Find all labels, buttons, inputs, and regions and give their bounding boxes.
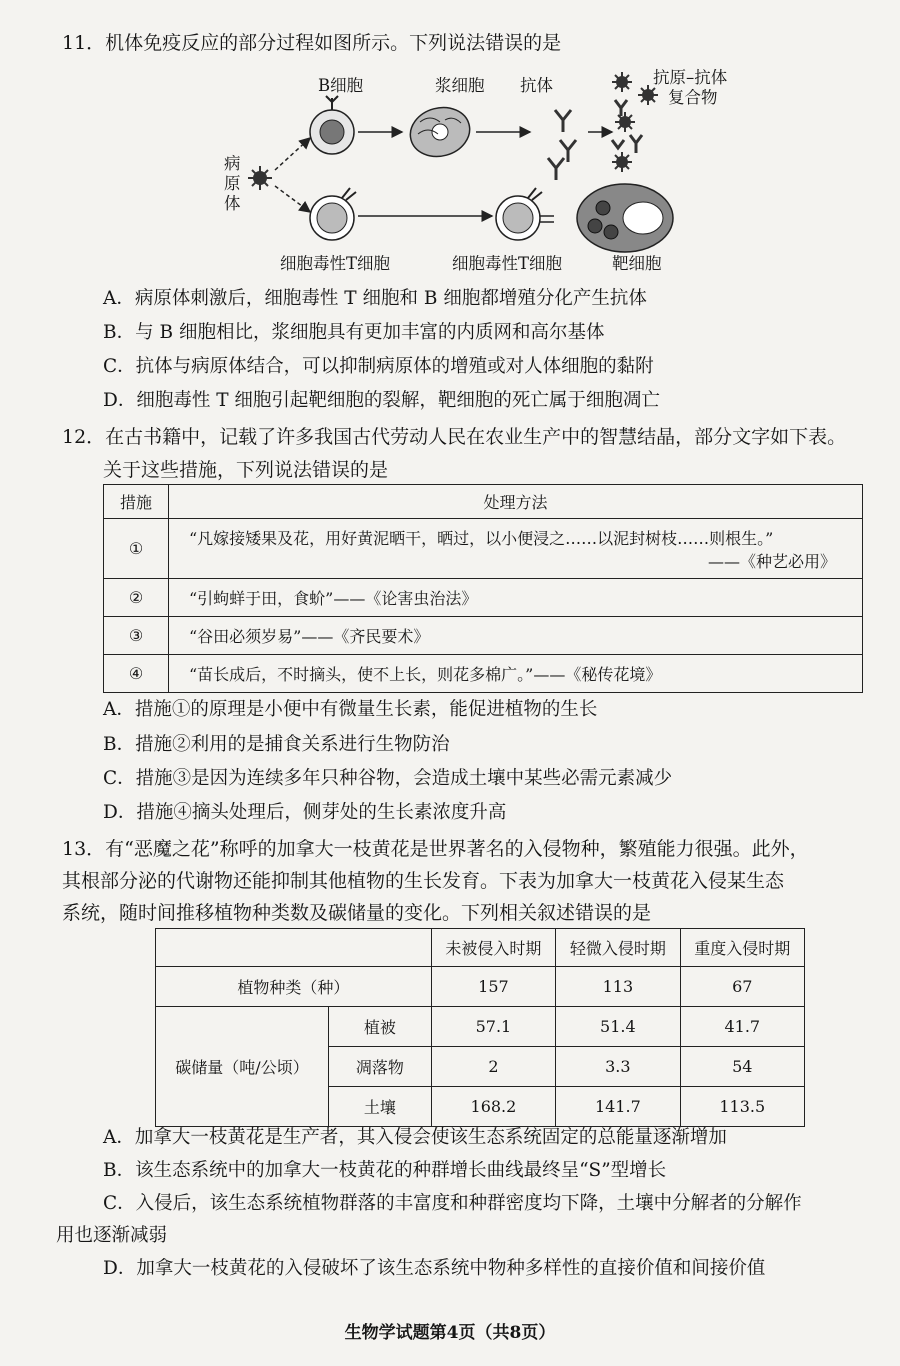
antibody-label: 抗体	[520, 76, 553, 95]
q13-stem-line2: 其根部分泌的代谢物还能抑制其他植物的生长发育。下表为加拿大一枝黄花入侵某生态	[62, 870, 785, 892]
q13-option-b: B．该生态系统中的加拿大一枝黄花的种群增长曲线最终呈“S”型增长	[103, 1160, 667, 1181]
row-text: “凡嫁接矮果及花，用好黄泥晒干，晒过，以小便浸之……以泥封树枝……则根生。”	[189, 528, 774, 548]
q13-stem-line1: 13．有“恶魔之花”称呼的加拿大一枝黄花是世界著名的入侵物种，繁殖能力很强。此外，	[62, 838, 809, 860]
q13-option-a: A．加拿大一枝黄花是生产者，其入侵会使该生态系统固定的总能量逐渐增加	[103, 1127, 727, 1148]
q12-option-a: A．措施①的原理是小便中有微量生长素，能促进植物的生长	[103, 699, 598, 720]
table-cell-text: “苗长成后，不时摘头，使不上长，则花多棉广。”——《秘传花境》	[169, 655, 863, 693]
table-sub-label: 植被	[329, 1007, 432, 1047]
table-row	[104, 519, 863, 579]
table-row-label: 植物种类（种）	[156, 967, 432, 1007]
antigen-antibody-complex-icon	[612, 72, 658, 172]
table-header-cell: 重度入侵时期	[680, 929, 804, 967]
ctl-label-1: 细胞毒性T细胞	[280, 254, 391, 273]
plasma-cell-icon	[405, 101, 475, 163]
q13-option-d: D．加拿大一枝黄花的入侵破坏了该生态系统中物种多样性的直接价值和间接价值	[103, 1258, 766, 1279]
table-row-label: 碳储量（吨/公顷）	[156, 1007, 329, 1127]
table-header-row	[104, 485, 863, 519]
table-row	[104, 579, 863, 617]
table-cell-id: ③	[104, 617, 169, 655]
q11-stem: 11．机体免疫反应的部分过程如图所示。下列说法错误的是	[62, 32, 562, 54]
table-cell: 3.3	[556, 1047, 680, 1087]
table-cell: 113	[556, 967, 680, 1007]
table-cell: 113.5	[680, 1087, 804, 1127]
q13-option-c: C．入侵后，该生态系统植物群落的丰富度和种群密度均下降，土壤中分解者的分解作	[103, 1193, 802, 1214]
target-cell-label: 靶细胞	[612, 254, 662, 273]
q12-table	[103, 484, 863, 693]
table-header-cell: 轻微入侵时期	[556, 929, 680, 967]
antibody-icon	[548, 110, 576, 180]
table-cell: 54	[680, 1047, 804, 1087]
q12-stem-line1: 12．在古书籍中，记载了许多我国古代劳动人民在农业生产中的智慧结晶，部分文字如下表。	[62, 426, 847, 448]
table-header-row	[156, 929, 805, 967]
table-cell: 67	[680, 967, 804, 1007]
table-sub-label: 凋落物	[329, 1047, 432, 1087]
table-row	[156, 1007, 805, 1047]
plasma-cell-label: 浆细胞	[435, 76, 485, 95]
table-cell-id: ①	[104, 519, 169, 579]
table-cell: 141.7	[556, 1087, 680, 1127]
complex-label-line1: 抗原–抗体	[653, 68, 728, 87]
pathogen-label-char: 原	[224, 174, 241, 193]
table-cell: 168.2	[431, 1087, 555, 1127]
table-cell: 157	[431, 967, 555, 1007]
target-cell-icon	[577, 184, 673, 252]
table-row	[104, 617, 863, 655]
b-cell-icon	[310, 96, 354, 154]
table-corner-cell	[156, 929, 432, 967]
cytotoxic-t-cell-icon	[496, 188, 554, 240]
ctl-label-2: 细胞毒性T细胞	[452, 254, 563, 273]
q12-option-c: C．措施③是因为连续多年只种谷物，会造成土壤中某些必需元素减少	[103, 768, 673, 789]
table-row	[156, 967, 805, 1007]
b-cell-label: B细胞	[318, 76, 364, 95]
table-cell-id: ②	[104, 579, 169, 617]
table-cell-text: “谷田必须岁易”——《齐民要术》	[169, 617, 863, 655]
table-header-cell: 未被侵入时期	[431, 929, 555, 967]
q13-option-c-continued: 用也逐渐减弱	[56, 1225, 168, 1246]
table-cell: 57.1	[431, 1007, 555, 1047]
table-cell-text	[169, 519, 863, 579]
immune-process-figure	[220, 60, 780, 280]
q12-stem-line2: 关于这些措施，下列说法错误的是	[103, 459, 389, 481]
table-sub-label: 土壤	[329, 1087, 432, 1127]
table-cell-text: “引蚼蛘于田，食蚧”——《论害虫治法》	[169, 579, 863, 617]
q11-option-b: B．与 B 细胞相比，浆细胞具有更加丰富的内质网和高尔基体	[103, 322, 605, 343]
q11-option-a: A．病原体刺激后，细胞毒性 T 细胞和 B 细胞都增殖分化产生抗体	[103, 288, 647, 309]
table-row	[104, 655, 863, 693]
table-cell: 2	[431, 1047, 555, 1087]
pathogen-label-char: 体	[224, 194, 241, 213]
q12-option-d: D．措施④摘头处理后，侧芽处的生长素浓度升高	[103, 802, 507, 823]
table-cell-id: ④	[104, 655, 169, 693]
q12-option-b: B．措施②利用的是捕食关系进行生物防治	[103, 734, 450, 755]
q11-option-d: D．细胞毒性 T 细胞引起靶细胞的裂解，靶细胞的死亡属于细胞凋亡	[103, 390, 660, 411]
pathogen-icon	[248, 166, 272, 190]
cytotoxic-t-cell-icon	[310, 188, 356, 240]
page-footer: 生物学试题第4页（共8页）	[344, 1323, 556, 1343]
q11-option-c: C．抗体与病原体结合，可以抑制病原体的增殖或对人体细胞的黏附	[103, 356, 654, 377]
table-header-cell: 处理方法	[169, 485, 863, 519]
table-header-cell: 措施	[104, 485, 169, 519]
table-cell: 51.4	[556, 1007, 680, 1047]
q13-table	[155, 928, 805, 1127]
table-cell: 41.7	[680, 1007, 804, 1047]
q13-stem-line3: 系统，随时间推移植物种类数及碳储量的变化。下列相关叙述错误的是	[62, 902, 652, 924]
pathogen-label-char: 病	[224, 154, 241, 173]
complex-label-line2: 复合物	[668, 88, 718, 107]
row-source: ——《种艺必用》	[707, 551, 836, 571]
